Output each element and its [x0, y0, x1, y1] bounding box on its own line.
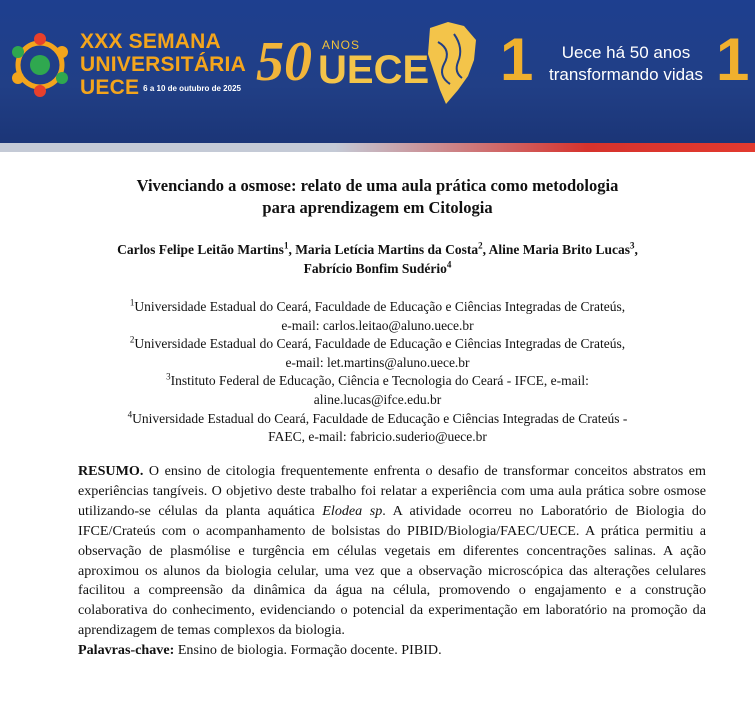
abstract-label: RESUMO. — [78, 463, 144, 479]
affiliation-sup: 4 — [127, 409, 133, 420]
affiliation-institution: Universidade Estadual do Ceará, Faculdade de Educação e Ciências Integradas de Crateús - — [132, 410, 628, 426]
event-date: 6 a 10 de outubro de 2025 — [143, 83, 241, 93]
affiliation-institution: Instituto Federal de Educação, Ciência e Tecnologia do Ceará - IFCE, e-mail: — [170, 373, 589, 389]
affiliation-institution: Universidade Estadual do Ceará, Faculdade de Educação e Ciências Integradas de Crateús, — [134, 336, 626, 352]
affiliation-sup: 2 — [129, 334, 135, 345]
event-logo-icon — [8, 10, 72, 120]
slogan-line-2: transformando vidas — [548, 65, 704, 84]
author-sup: 1 — [283, 240, 289, 251]
affiliation-email: FAEC, e-mail: fabricio.suderio@uece.br — [268, 429, 487, 445]
affiliation — [70, 335, 685, 354]
author-sup: 3 — [630, 240, 635, 251]
author-sup: 2 — [478, 240, 483, 251]
logo-uece: UECE — [318, 48, 430, 92]
event-line-3: UECE — [80, 76, 140, 99]
logo-fifty: 50 — [256, 31, 312, 93]
abstract-section — [78, 462, 706, 661]
abstract-text-1: O ensino de citologia frequentemente enfrenta o desafio de transformar conceitos abstratos em experiências tangíveis. O objetivo deste trabalho foi relatar a experiência com uma aula prática sobre osmose utilizando-se células da planta aquática — [78, 463, 706, 519]
slogan-line-1: Uece há 50 anos — [561, 43, 691, 62]
author-list: Carlos Felipe Leitão Martins$^1$, Maria Letícia Martins da Costa$^2$, Aline Maria Brito Lucas$^3$, Fabrício Bonfim Sudério$^4$ — [117, 240, 638, 276]
affiliation-institution: Universidade Estadual do Ceará, Faculdade de Educação e Ciências Integradas de Crateús, — [134, 299, 626, 314]
affiliation-sup: 3 — [166, 371, 171, 382]
keywords-text: Ensino de biologia. Formação docente. PIBID. — [174, 642, 442, 659]
affiliation — [70, 298, 685, 317]
event-name — [80, 30, 246, 100]
event-banner — [0, 0, 755, 143]
decor-one-right: 1 — [716, 26, 750, 93]
keywords-label: Palavras-chave: — [78, 642, 175, 659]
slogan — [533, 42, 719, 86]
affiliation — [70, 372, 685, 391]
affiliation-email: e-mail: carlos.leitao@aluno.uece.br — [281, 317, 474, 333]
logo-anos: ANOS — [322, 38, 361, 52]
abstract-text-2: . A atividade ocorreu no Laboratório de Biologia do IFCE/Crateús com o acompanhamento de bolsistas do PIBID/Biologia/FAEC/UECE. A prática permitiu a observação de plasmólise e turgência em células vegetais em diferentes concentrações salinas. A ação aproximou os alunos da biologia celular, uma vez que a observação microscópica das alterações celulares facilitou a compreensão da dinâmica da água na célula, promovendo o engajamento e a construção colaborativa do conhecimento, evidenciando o potencial da experimentação em laboratório na promoção da aprendizagem de temas complexos da biologia. — [78, 502, 706, 639]
affiliation-sup: 1 — [129, 297, 135, 308]
banner-stripe — [0, 143, 755, 152]
author-name: Carlos Felipe Leitão Martins — [117, 242, 284, 257]
author-name: Maria Letícia Martins da Costa — [295, 242, 479, 257]
ceara-map-icon — [424, 20, 480, 106]
author-name: Aline Maria Brito Lucas — [488, 242, 631, 257]
title-line-2: para aprendizagem em Citologia — [262, 198, 493, 217]
species-name: Elodea sp — [322, 502, 383, 519]
paper-title — [60, 175, 695, 219]
affiliation-email: e-mail: let.martins@aluno.uece.br — [285, 354, 470, 370]
affiliation-email: aline.lucas@ifce.edu.br — [313, 391, 442, 407]
event-line-1: XXX SEMANA — [80, 30, 221, 53]
author-name: Fabrício Bonfim Sudério — [303, 261, 447, 276]
affiliations — [70, 298, 685, 447]
event-line-2: UNIVERSITÁRIA — [80, 53, 246, 76]
title-line-1: Vivenciando a osmose: relato de uma aula prática como metodologia — [136, 176, 619, 195]
abstract-paragraph — [78, 462, 706, 641]
affiliation — [70, 410, 685, 429]
keywords — [78, 641, 706, 661]
author-sup: 4 — [446, 259, 452, 270]
decor-one-left: 1 — [500, 26, 534, 93]
